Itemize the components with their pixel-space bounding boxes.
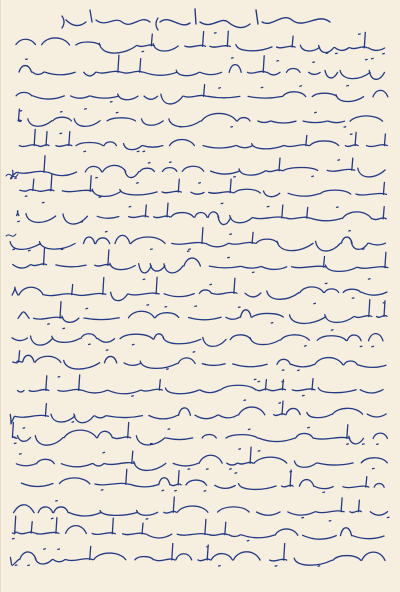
handwritten-line-10: [13, 248, 388, 273]
handwritten-line-5: [19, 129, 387, 151]
handwritten-line-15: [18, 375, 384, 396]
handwritten-line-9: [10, 228, 385, 251]
handwritten-line-1: [16, 31, 385, 54]
margin-note: [6, 174, 18, 236]
handwritten-line-3: [16, 85, 388, 104]
handwritten-line-14: [13, 350, 386, 371]
handwritten-line-22: [10, 544, 385, 567]
handwritten-line-12: [18, 300, 387, 325]
handwritten-line-2: [19, 55, 385, 79]
handwritten-line-4: [18, 109, 383, 127]
handwritten-line-6: [11, 156, 385, 179]
handwritten-line-16: [10, 400, 386, 424]
heading-stroke: [160, 9, 330, 28]
handwritten-line-7: [20, 174, 387, 197]
handwritten-line-8: [17, 202, 387, 224]
subheading-stroke: [62, 10, 158, 30]
handwritten-line-13: [12, 328, 383, 347]
handwritten-line-11: [12, 277, 387, 300]
handwritten-line-19: [21, 469, 384, 492]
handwritten-line-20: [14, 497, 389, 519]
handwritten-line-21: [13, 516, 385, 541]
handwritten-line-18: [16, 447, 387, 470]
handwritten-line-17: [12, 423, 387, 446]
